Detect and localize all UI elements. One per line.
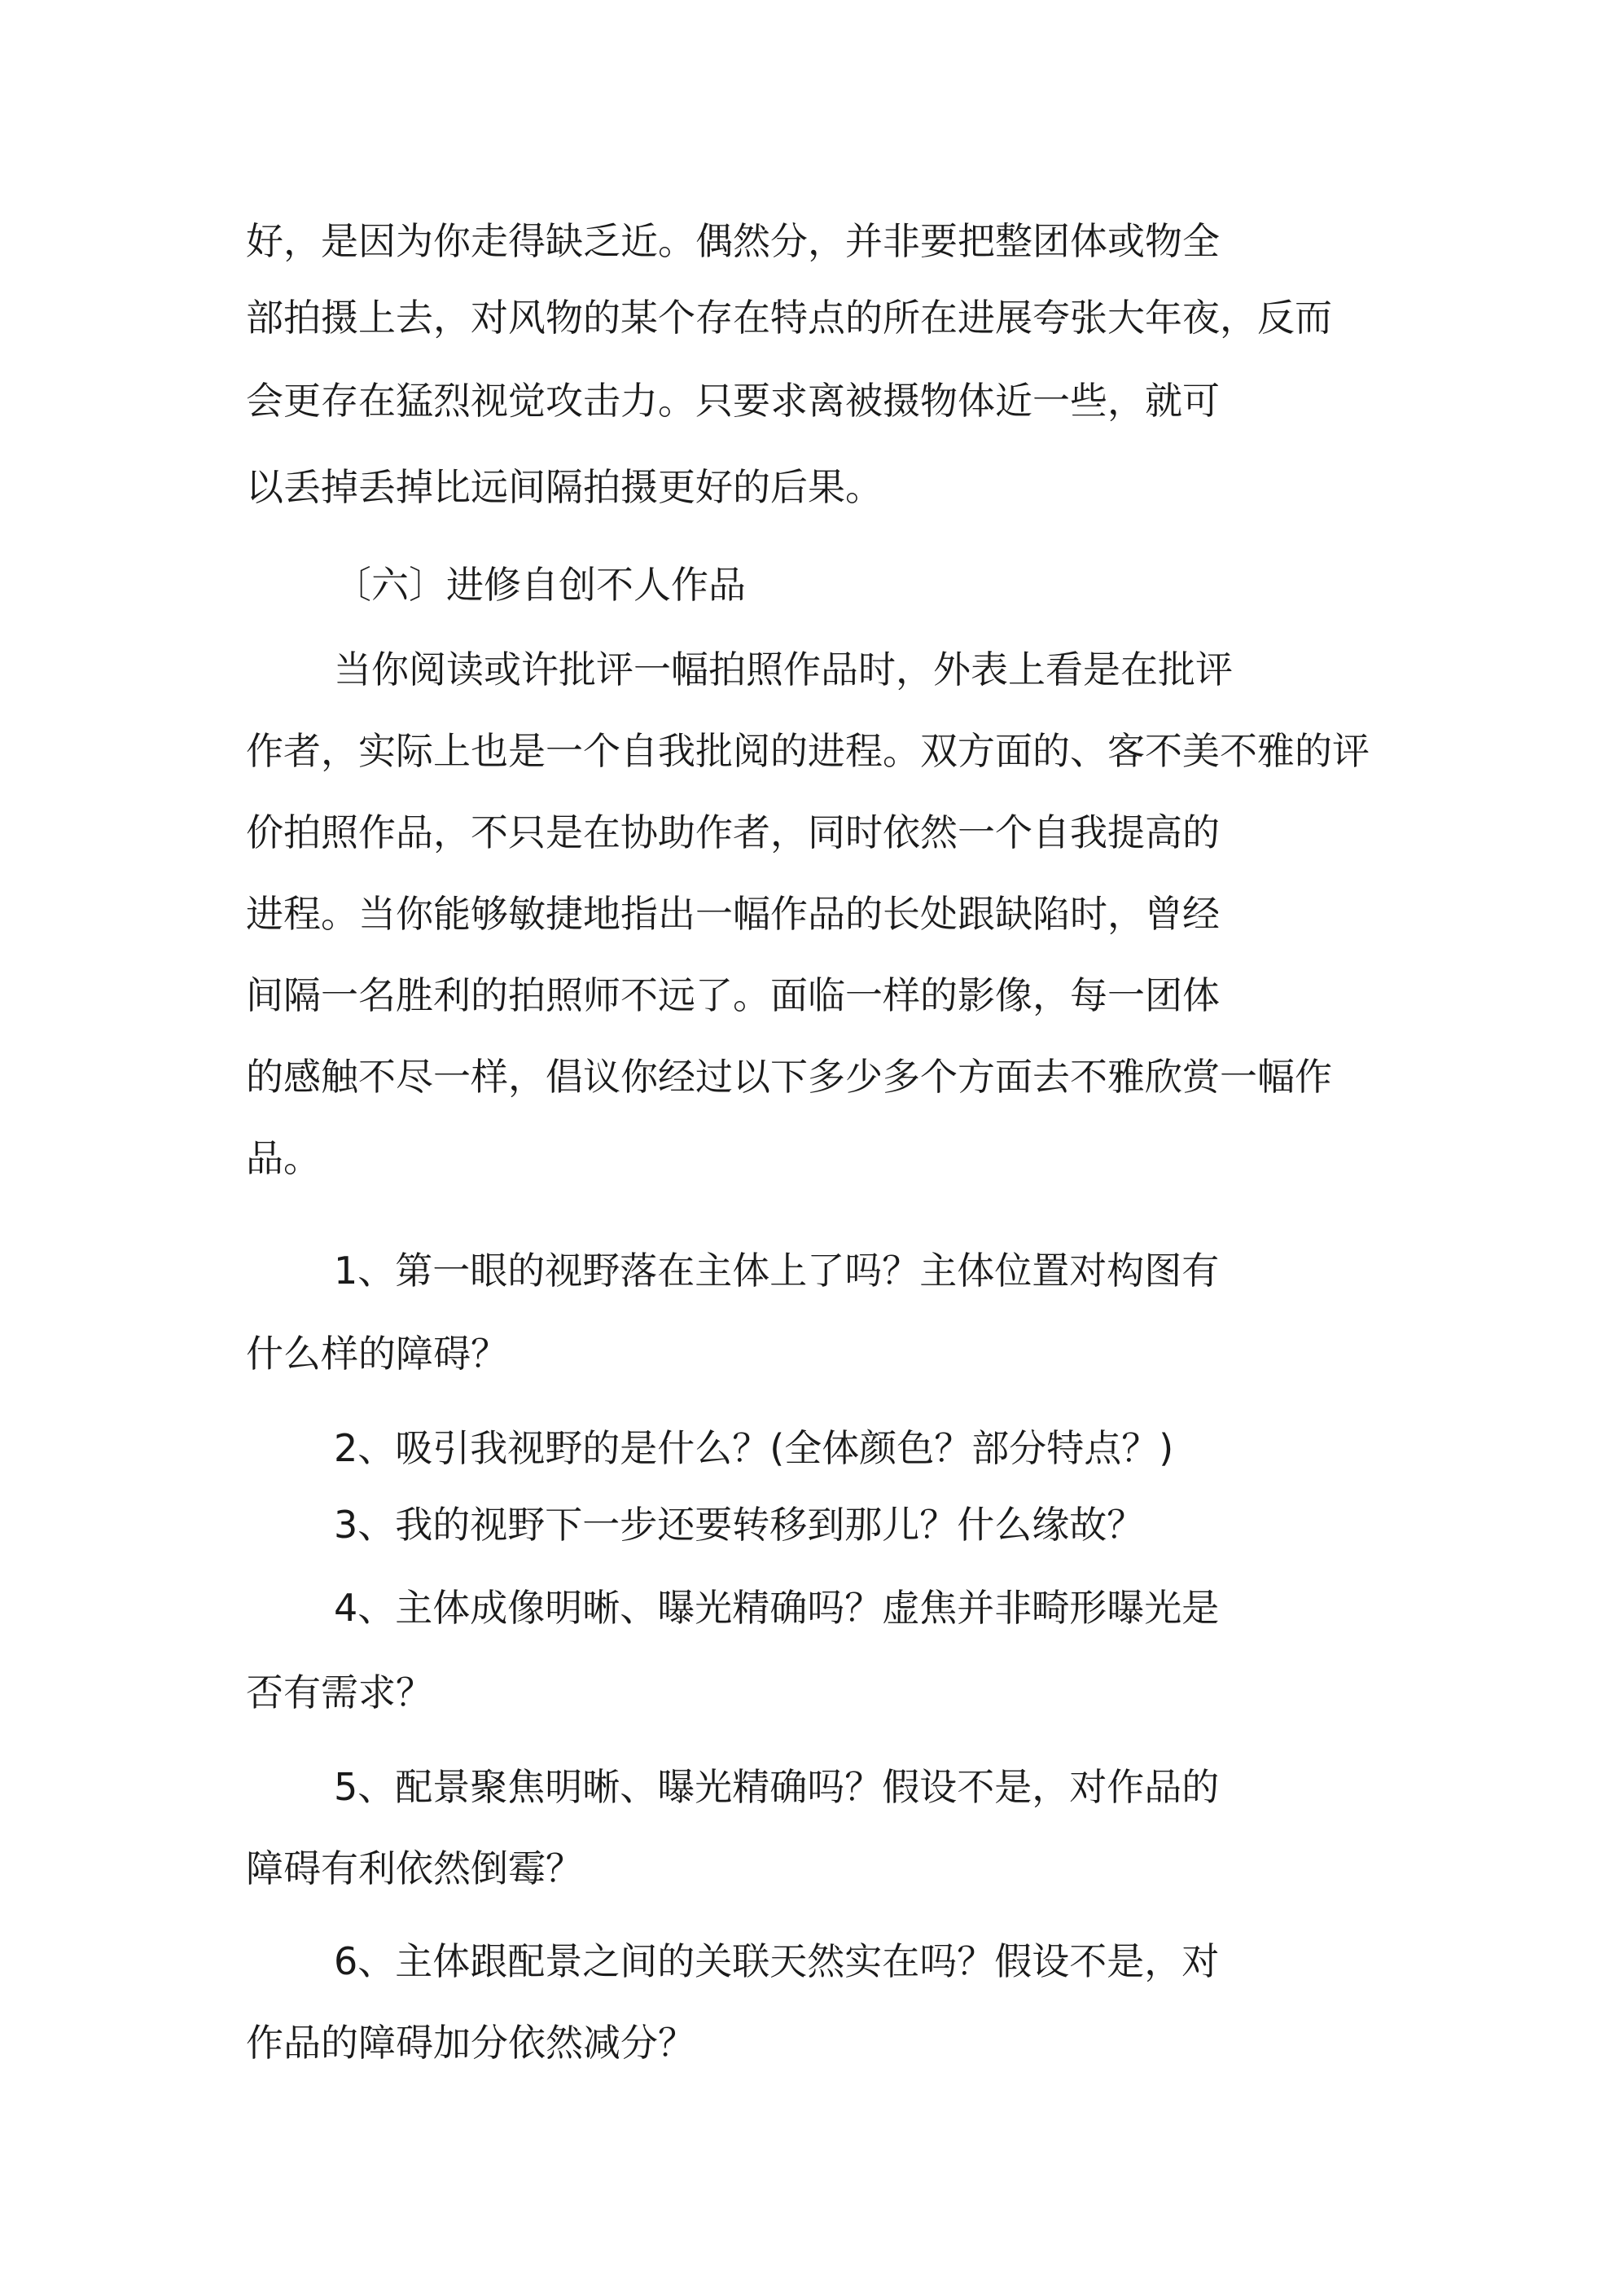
paragraph-line: 好，是因为你走得缺乏近。偶然分，并非要把整团体或物全 bbox=[246, 219, 1220, 263]
paragraph-line: 作者，实际上也是一个自我批阅的进程。双方面的、客不美不雅的评 bbox=[246, 729, 1370, 773]
paragraph-line: 品。 bbox=[246, 1136, 321, 1180]
list-item-line: 1、第一眼的视野落在主体上了吗？主体位置对构图有 bbox=[334, 1249, 1220, 1293]
list-item-line: 3、我的视野下一步还要转移到那儿？什么缘故？ bbox=[334, 1503, 1145, 1547]
list-item-line: 4、主体成像明晰、曝光精确吗？虚焦并非畸形曝光是 bbox=[334, 1586, 1220, 1630]
list-item-line: 6、主体跟配景之间的关联天然实在吗？假设不是，对 bbox=[334, 1939, 1220, 1983]
paragraph-line: 间隔一名胜利的拍照师不远了。面临一样的影像，每一团体 bbox=[246, 973, 1220, 1017]
list-item-line: 作品的障碍加分依然减分？ bbox=[246, 2021, 695, 2065]
list-item-line: 2、吸引我视野的是什么？(全体颜色？部分特点？) bbox=[334, 1426, 1174, 1470]
paragraph-line: 以丢掉丢掉比远间隔拍摄更好的后果。 bbox=[246, 465, 883, 509]
section-heading: 〔六〕进修自创不人作品 bbox=[334, 563, 746, 607]
paragraph-line: 会更存在猛烈视觉攻击力。只要求离被摄物体近一些，就可 bbox=[246, 379, 1220, 423]
list-item-line: 5、配景聚焦明晰、曝光精确吗？假设不是，对作品的 bbox=[334, 1765, 1220, 1809]
list-item-line: 什么样的障碍？ bbox=[246, 1332, 508, 1376]
paragraph-line: 进程。当你能够敏捷地指出一幅作品的长处跟缺陷时，曾经 bbox=[246, 892, 1220, 936]
list-item-line: 否有需求？ bbox=[246, 1670, 433, 1714]
list-item-line: 障碍有利依然倒霉？ bbox=[246, 1846, 583, 1890]
paragraph-line: 价拍照作品，不只是在协助作者，同时依然一个自我提高的 bbox=[246, 810, 1220, 854]
paragraph-line: 当你阅读或许批评一幅拍照作品时，外表上看是在批评 bbox=[334, 648, 1233, 691]
paragraph-line: 部拍摄上去，对风物的某个存在特点的所在进展夸张大年夜，反而 bbox=[246, 296, 1332, 340]
paragraph-line: 的感触不尽一样，倡议你经过以下多少多个方面去不雅欣赏一幅作 bbox=[246, 1055, 1332, 1099]
